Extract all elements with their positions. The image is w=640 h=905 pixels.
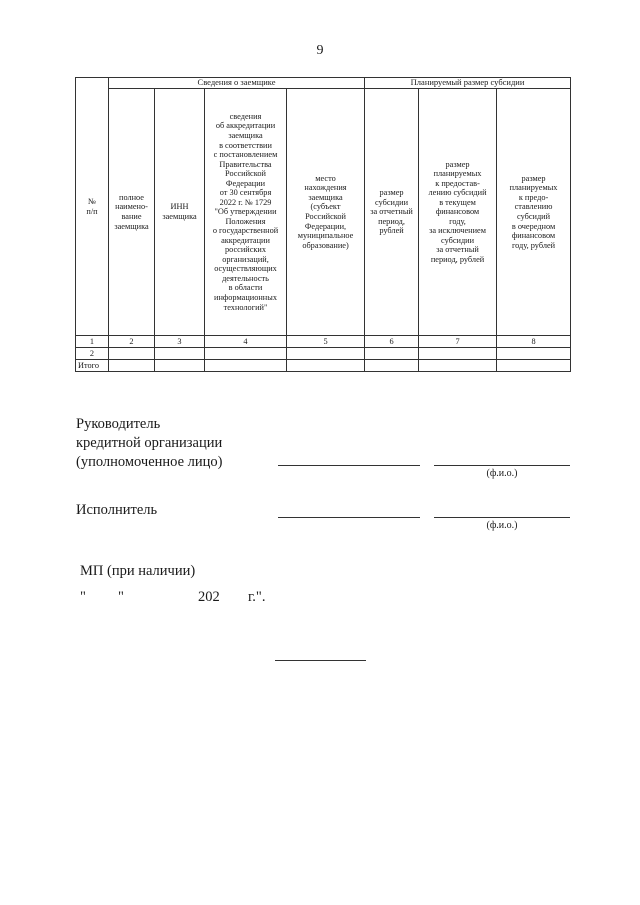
executor-signature-line	[278, 517, 420, 518]
group-header-row	[76, 78, 571, 89]
header-cell-accreditation: сведения об аккредитации заемщика в соответствии с постановлением Правительства Российской Федерации от 30 сентября 2022 г. № 1729 "Об утверждении Положения о государственной аккредитации российских организаций, осуществляющих деятельность в области информационных технологий"	[205, 89, 287, 336]
header-cell-current-year-subsidy: размер планируемых к предостав- лению субсидий в текущем финансовом году, за исключением субсидии за отчетный период, рублей	[419, 89, 497, 336]
header-cell-next-year-subsidy: размер планируемых к предо- ставлению субсидий в очередном финансовом году, рублей	[497, 89, 571, 336]
head-fio-line	[434, 465, 570, 466]
column-number: 4	[205, 336, 287, 348]
table-cell	[365, 360, 419, 372]
table-cell	[419, 360, 497, 372]
page-number: 9	[316, 43, 324, 58]
column-number-row	[76, 336, 571, 348]
header-cell-reporting-subsidy: размер субсидии за отчетный период, рублей	[365, 89, 419, 336]
table-cell	[205, 348, 287, 360]
table-cell	[287, 348, 365, 360]
header-cell-full-name: полное наимено- вание заемщика	[109, 89, 155, 336]
table-cell: 2	[76, 348, 109, 360]
table-cell	[419, 348, 497, 360]
table-cell	[205, 360, 287, 372]
closing-separator-line	[275, 660, 366, 661]
head-signature-label: Руководитель кредитной организации (уполномоченное лицо)	[76, 416, 223, 470]
table-cell	[155, 360, 205, 372]
header-row	[76, 89, 571, 336]
column-number: 5	[287, 336, 365, 348]
table-cell	[109, 360, 155, 372]
header-cell-number: № п/п	[76, 78, 109, 336]
column-number: 6	[365, 336, 419, 348]
table-cell	[365, 348, 419, 360]
header-cell-inn: ИНН заемщика	[155, 89, 205, 336]
executor-fio-line	[434, 517, 570, 518]
table-row	[76, 348, 571, 360]
head-fio-caption: (ф.и.о.)	[486, 468, 518, 479]
column-number: 2	[109, 336, 155, 348]
head-signature-line	[278, 465, 420, 466]
date-open-quote: "	[80, 589, 86, 605]
table-cell	[497, 360, 571, 372]
date-close-quote: "	[118, 589, 124, 605]
date-year: 202	[198, 589, 220, 605]
table-cell	[497, 348, 571, 360]
column-number: 3	[155, 336, 205, 348]
table-cell	[287, 360, 365, 372]
executor-fio-caption: (ф.и.о.)	[486, 520, 518, 531]
subsidy-table	[75, 77, 571, 372]
column-number: 7	[419, 336, 497, 348]
column-number: 1	[76, 336, 109, 348]
executor-signature-label: Исполнитель	[76, 502, 158, 518]
table-cell	[109, 348, 155, 360]
table-cell	[155, 348, 205, 360]
header-cell-location: место нахождения заемщика (субъект Российской Федерации, муниципальное образование)	[287, 89, 365, 336]
group-header-subsidy: Планируемый размер субсидии	[365, 78, 571, 89]
group-header-borrower: Сведения о заемщике	[109, 78, 365, 89]
table-row-total	[76, 360, 571, 372]
stamp-label: МП (при наличии)	[80, 563, 196, 579]
date-suffix: г.".	[248, 589, 266, 605]
table-cell-total-label: Итого	[76, 360, 109, 372]
column-number: 8	[497, 336, 571, 348]
